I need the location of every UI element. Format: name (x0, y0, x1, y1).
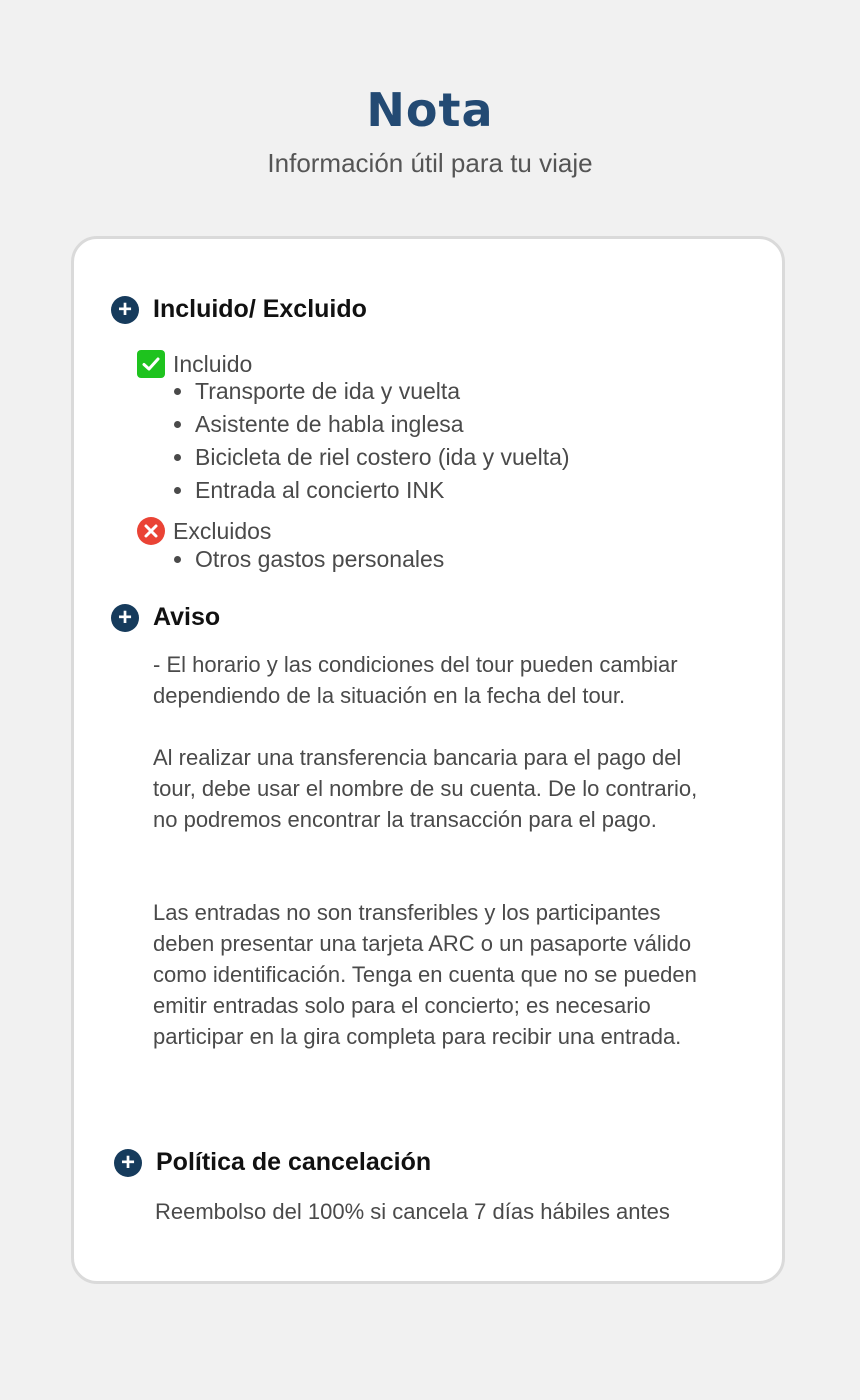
included-label: Incluido (173, 350, 253, 377)
excluded-list (173, 543, 444, 576)
section-notice-header[interactable] (111, 603, 220, 632)
cancellation-text: Reembolso del 100% si cancela 7 días hábiles antes (155, 1199, 670, 1224)
checkmark-icon (137, 350, 165, 378)
list-item: • Transporte de ida y vuelta (195, 375, 570, 408)
excluded-label: Excluidos (173, 517, 272, 544)
notice-paragraph: Al realizar una transferencia bancaria para el pago del tour, debe usar el nombre de su cuenta. De lo contrario, no podremos encontrar la transacción para el pago. (153, 745, 698, 832)
section-cancellation-header[interactable] (114, 1148, 431, 1177)
excluded-label-row (137, 517, 271, 545)
info-card (71, 236, 785, 1284)
plus-circle-icon[interactable]: + (111, 296, 139, 324)
section-title: Incluido/ Excluido (153, 295, 367, 323)
section-title: Aviso (153, 603, 221, 631)
page-title: Nota (366, 83, 494, 137)
included-label-row (137, 350, 252, 378)
plus-circle-icon[interactable]: + (114, 1149, 142, 1177)
list-item: • Entrada al concierto INK (195, 474, 570, 507)
plus-circle-icon[interactable]: + (111, 604, 139, 632)
notice-paragraph: - El horario y las condiciones del tour pueden cambiar dependiendo de la situación en la fecha del tour. (153, 652, 678, 708)
section-included-excluded-header[interactable] (111, 295, 367, 324)
list-item: • Otros gastos personales (195, 543, 444, 576)
section-title: Política de cancelación (156, 1148, 432, 1176)
close-circle-icon (137, 517, 165, 545)
list-item: • Asistente de habla inglesa (195, 408, 570, 441)
page-subtitle: Información útil para tu viaje (267, 148, 593, 178)
page-header (0, 0, 860, 179)
notice-paragraph: Las entradas no son transferibles y los participantes deben presentar una tarjeta ARC o un pasaporte válido como identificación. Tenga en cuenta que no se pueden emitir entradas solo para el concierto; es necesario participar en la gira completa para recibir una entrada. (153, 900, 697, 1049)
list-item: • Bicicleta de riel costero (ida y vuelta) (195, 441, 570, 474)
included-list (173, 375, 570, 507)
